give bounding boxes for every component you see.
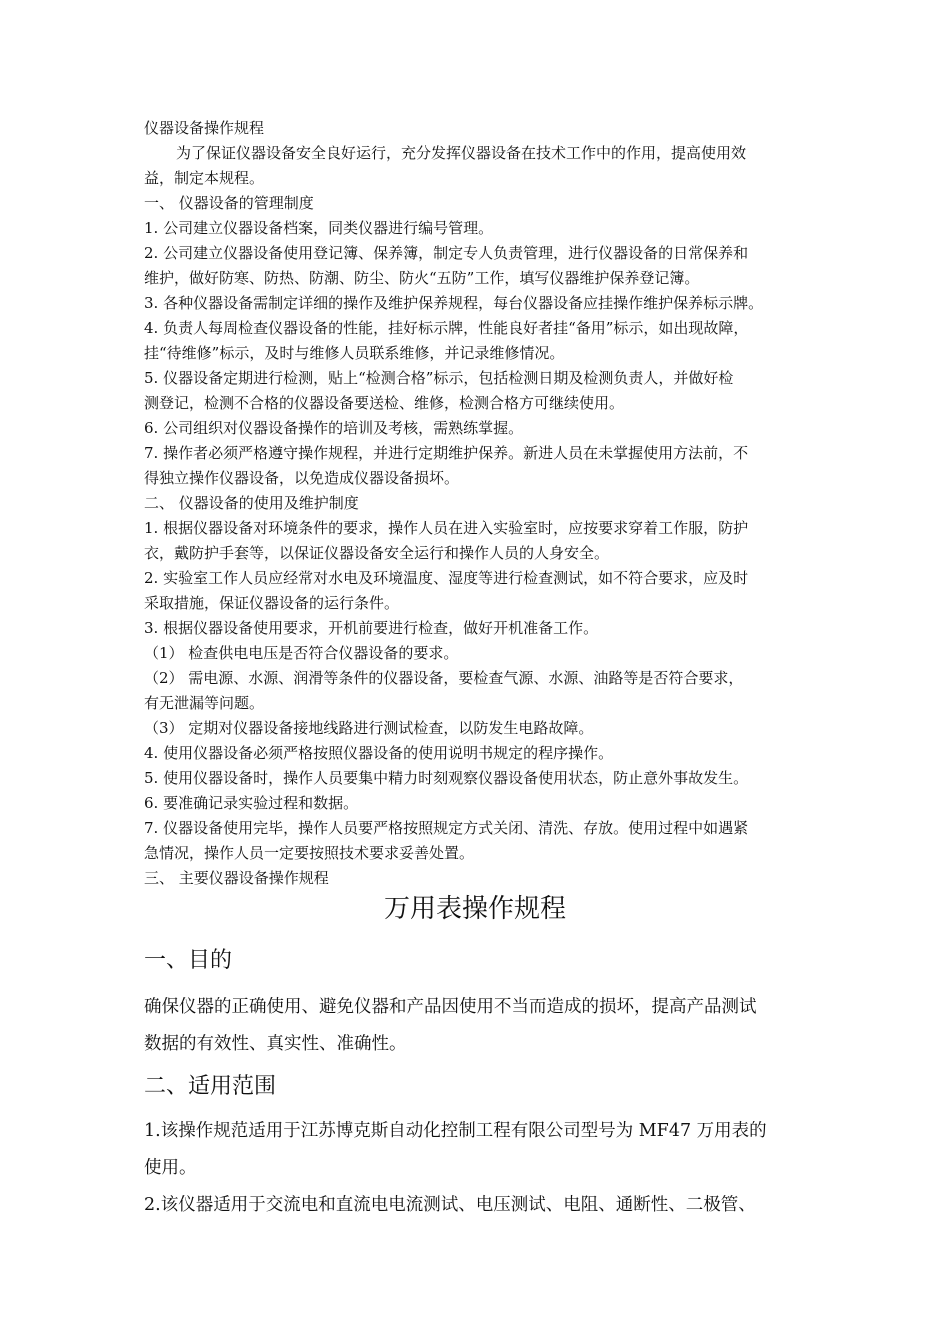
intro-paragraph-cont: 益，制定本规程。 <box>144 169 265 187</box>
list-item: 5. 仪器设备定期进行检测，贴上“检测合格”标示，包括检测日期及检测负责人，并做好检 <box>144 369 734 387</box>
section-heading: 一、 仪器设备的管理制度 <box>144 194 314 212</box>
list-item-cont: 衣，戴防护手套等，以保证仪器设备安全运行和操作人员的人身安全。 <box>144 544 610 562</box>
list-item-cont: 得独立操作仪器设备，以免造成仪器设备损坏。 <box>144 469 460 487</box>
list-item-cont: 测登记，检测不合格的仪器设备要送检、维修，检测合格方可继续使用。 <box>144 394 625 412</box>
list-item: 6. 要准确记录实验过程和数据。 <box>144 794 359 812</box>
list-item: 3. 根据仪器设备使用要求，开机前要进行检查，做好开机准备工作。 <box>144 619 599 637</box>
list-item: 6. 公司组织对仪器设备操作的培训及考核，需熟练掌握。 <box>144 419 524 437</box>
list-item: 1. 公司建立仪器设备档案，同类仪器进行编号管理。 <box>144 219 494 237</box>
sub-list-item-cont: 有无泄漏等问题。 <box>144 694 265 712</box>
procedure-title: 万用表操作规程 <box>383 894 566 924</box>
purpose-heading: 一、目的 <box>144 948 233 973</box>
list-item: 7. 仪器设备使用完毕，操作人员要严格按照规定方式关闭、清洗、存放。使用过程中如遇紧 <box>144 819 749 837</box>
list-item: 4. 负责人每周检查仪器设备的性能，挂好标示牌，性能良好者挂“备用”标示，如出现故障， <box>144 319 749 337</box>
scope-item: 1.该操作规范适用于江苏博克斯自动化控制工程有限公司型号为 MF47 万用表的 <box>144 1121 767 1141</box>
sub-list-item: （1） 检查供电电压是否符合仪器设备的要求。 <box>144 644 459 662</box>
purpose-text-cont: 数据的有效性、真实性、准确性。 <box>144 1034 407 1054</box>
scope-item-cont: 使用。 <box>144 1158 197 1178</box>
sub-list-item: （3） 定期对仪器设备接地线路进行测试检查，以防发生电路故障。 <box>144 719 594 737</box>
list-item-cont: 采取措施，保证仪器设备的运行条件。 <box>144 594 400 612</box>
intro-paragraph: 为了保证仪器设备安全良好运行，充分发挥仪器设备在技术工作中的作用，提高使用效 <box>176 144 747 162</box>
list-item: 1. 根据仪器设备对环境条件的要求，操作人员在进入实验室时，应按要求穿着工作服，防护 <box>144 519 749 537</box>
section-heading: 三、 主要仪器设备操作规程 <box>144 869 329 887</box>
list-item: 5. 使用仪器设备时，操作人员要集中精力时刻观察仪器设备使用状态，防止意外事故发生。 <box>144 769 749 787</box>
purpose-text: 确保仪器的正确使用、避免仪器和产品因使用不当而造成的损坏，提高产品测试 <box>144 997 757 1017</box>
scope-heading: 二、适用范围 <box>144 1074 277 1099</box>
list-item: 3. 各种仪器设备需制定详细的操作及维护保养规程，每台仪器设备应挂操作维护保养标示牌。 <box>144 294 764 312</box>
list-item-cont: 急情况，操作人员一定要按照技术要求妥善处置。 <box>144 844 475 862</box>
sub-list-item: （2） 需电源、水源、润滑等条件的仪器设备，要检查气源、水源、油路等是否符合要求， <box>144 669 744 687</box>
list-item: 7. 操作者必须严格遵守操作规程，并进行定期维护保养。新进人员在未掌握使用方法前，不 <box>144 444 749 462</box>
section-heading: 二、 仪器设备的使用及维护制度 <box>144 494 359 512</box>
scope-item: 2.该仪器适用于交流电和直流电电流测试、电压测试、电阻、通断性、二极管、 <box>144 1195 756 1215</box>
list-item-cont: 挂“待维修”标示，及时与维修人员联系维修，并记录维修情况。 <box>144 344 565 362</box>
list-item-cont: 维护，做好防寒、防热、防潮、防尘、防火“五防”工作，填写仪器维护保养登记簿。 <box>144 269 700 287</box>
list-item: 2. 公司建立仪器设备使用登记簿、保养簿，制定专人负责管理，进行仪器设备的日常保养和 <box>144 244 749 262</box>
list-item: 2. 实验室工作人员应经常对水电及环境温度、湿度等进行检查测试，如不符合要求，应及时 <box>144 569 749 587</box>
list-item: 4. 使用仪器设备必须严格按照仪器设备的使用说明书规定的程序操作。 <box>144 744 614 762</box>
doc-title: 仪器设备操作规程 <box>144 119 265 137</box>
